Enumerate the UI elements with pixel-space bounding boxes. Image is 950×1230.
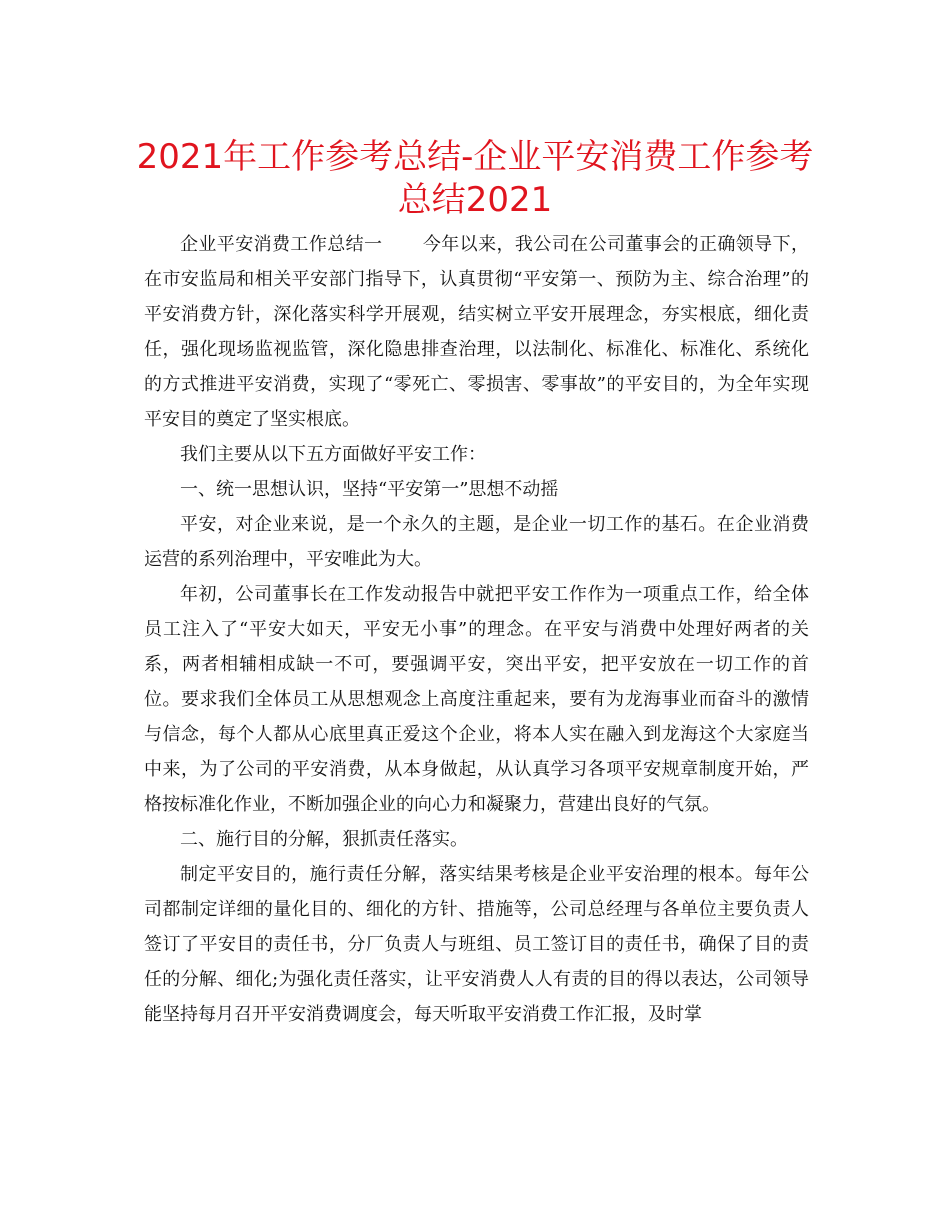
paragraph-text: 今年以来，我公司在公司董事会的正确领导下，在市安监局和相关平安部门指导下，认真贯彻“平安第一、预防为主、综合治理”的平安消费方针，深化落实科学开展观，结实树立平安开展理念，夯实根底，细化责任，强化现场监视监管，深化隐患排查治理，以法制化、标准化、标准化、系统化的方式推进平安消费，实现了“零死亡、零损害、零事故”的平安目的，为全年实现平安目的奠定了坚实根底。 [144, 234, 809, 430]
paragraph: 我们主要从以下五方面做好平安工作： [180, 444, 486, 465]
intro-label: 企业平安消费工作总结一 [180, 234, 383, 255]
section-heading: 二、施行目的分解，狠抓责任落实。 [180, 829, 468, 850]
document-title: 2021年工作参考总结-企业平安消费工作参考总结2021 [136, 137, 814, 220]
paragraph: 制定平安目的，施行责任分解，落实结果考核是企业平安治理的根本。每年公司都制定详细的量化目的、细化的方针、措施等，公司总经理与各单位主要负责人签订了平安目的责任书，分厂负责人与班组、员工签订目的责任书，确保了目的责任的分解、细化;为强化责任落实，让平安消费人人有责的目的得以表达，公司领导能坚持每月召开平安消费调度会，每天听取平安消费工作汇报，及时掌 [144, 864, 809, 1025]
document-body [144, 227, 809, 1032]
paragraph-intro [144, 227, 809, 437]
paragraph: 年初，公司董事长在工作发动报告中就把平安工作作为一项重点工作，给全体员工注入了“平安大如天，平安无小事”的理念。在平安与消费中处理好两者的关系，两者相辅相成缺一不可，要强调平安，突出平安，把平安放在一切工作的首位。要求我们全体员工从思想观念上高度注重起来，要有为龙海事业而奋斗的激情与信念，每个人都从心底里真正爱这个企业，将本人实在融入到龙海这个大家庭当中来，为了公司的平安消费，从本身做起，从认真学习各项平安规章制度开始，严格按标准化作业，不断加强企业的向心力和凝聚力，营建出良好的气氛。 [144, 584, 809, 815]
paragraph: 平安，对企业来说，是一个永久的主题，是企业一切工作的基石。在企业消费运营的系列治理中，平安唯此为大。 [144, 514, 809, 570]
section-heading: 一、统一思想认识，坚持“平安第一”思想不动摇 [180, 479, 559, 500]
